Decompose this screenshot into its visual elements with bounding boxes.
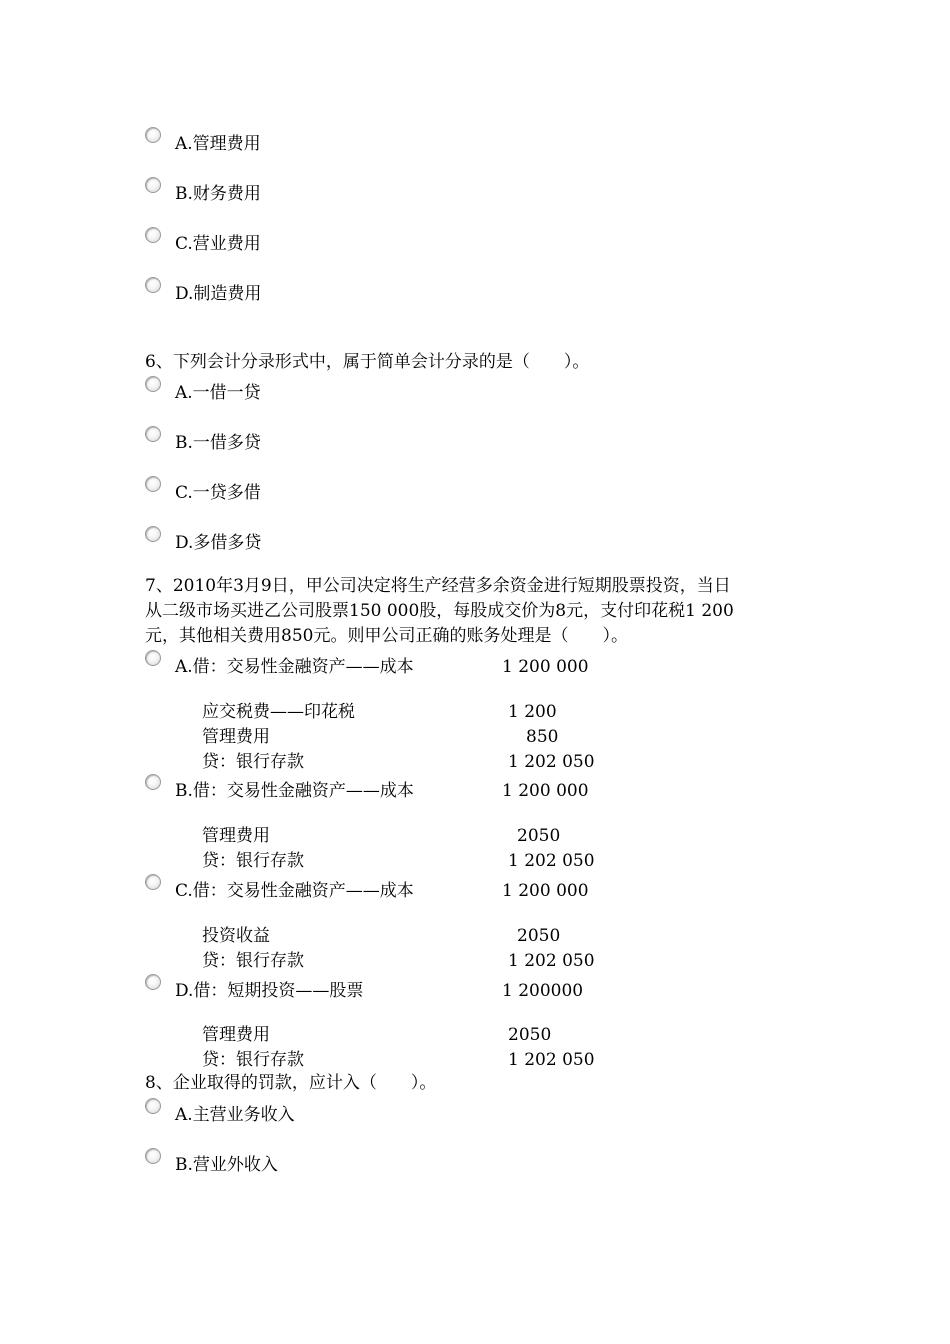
entry-amount: 850 xyxy=(526,727,559,747)
radio-button[interactable] xyxy=(145,1098,161,1114)
entry-amount: 1 202 050 xyxy=(508,851,595,871)
entry-account: 管理费用 xyxy=(202,1025,270,1045)
entry-account: 管理费用 xyxy=(202,727,270,747)
radio-button[interactable] xyxy=(145,426,161,442)
option-label: C.一贷多借 xyxy=(175,483,261,503)
option-label: A.一借一贷 xyxy=(175,383,261,403)
radio-button[interactable] xyxy=(145,376,161,392)
entry-account: 管理费用 xyxy=(202,826,270,846)
entry-account: 贷：银行存款 xyxy=(202,951,304,971)
entry-amount: 2050 xyxy=(517,926,561,946)
radio-button[interactable] xyxy=(145,476,161,492)
option-label: D.制造费用 xyxy=(175,284,262,304)
radio-button[interactable] xyxy=(145,526,161,542)
entry-amount: 2050 xyxy=(508,1025,552,1045)
option-label: D.多借多贷 xyxy=(175,533,262,553)
q7-stem-line-2: 从二级市场买进乙公司股票150 000股，每股成交价为8元，支付印花税1 200 xyxy=(145,601,734,621)
entry-amount: 1 200 xyxy=(508,702,557,722)
option-label: A.管理费用 xyxy=(175,134,261,154)
radio-button[interactable] xyxy=(145,177,161,193)
radio-button[interactable] xyxy=(145,874,161,890)
option-label: A.借：交易性金融资产——成本 xyxy=(175,657,414,677)
entry-account: 贷：银行存款 xyxy=(202,851,304,871)
entry-account: 贷：银行存款 xyxy=(202,752,304,772)
option-label: B.一借多贷 xyxy=(175,433,261,453)
option-label: C.借：交易性金融资产——成本 xyxy=(175,881,414,901)
option-label: B.营业外收入 xyxy=(175,1155,278,1175)
entry-amount: 1 202 050 xyxy=(508,1050,595,1070)
radio-button[interactable] xyxy=(145,774,161,790)
entry-amount: 1 202 050 xyxy=(508,752,595,772)
option-label: B.借：交易性金融资产——成本 xyxy=(175,781,414,801)
option-label: C.营业费用 xyxy=(175,234,261,254)
entry-account: 贷：银行存款 xyxy=(202,1050,304,1070)
entry-amount: 1 200 000 xyxy=(502,881,589,901)
q8-stem: 8、企业取得的罚款，应计入（ ）。 xyxy=(145,1073,437,1093)
option-label: B.财务费用 xyxy=(175,184,261,204)
entry-amount: 1 202 050 xyxy=(508,951,595,971)
q7-stem-line-1: 7、2010年3月9日，甲公司决定将生产经营多余资金进行短期股票投资，当日 xyxy=(145,576,731,596)
entry-amount: 2050 xyxy=(517,826,561,846)
entry-account: 应交税费——印花税 xyxy=(202,702,355,722)
q7-stem-line-3: 元，其他相关费用850元。则甲公司正确的账务处理是（ ）。 xyxy=(145,626,628,646)
option-label: D.借：短期投资——股票 xyxy=(175,981,364,1001)
q6-stem: 6、下列会计分录形式中，属于简单会计分录的是（ ）。 xyxy=(145,352,590,372)
entry-amount: 1 200 000 xyxy=(502,657,589,677)
radio-button[interactable] xyxy=(145,1148,161,1164)
option-label: A.主营业务收入 xyxy=(175,1105,295,1125)
radio-button[interactable] xyxy=(145,650,161,666)
radio-button[interactable] xyxy=(145,127,161,143)
radio-button[interactable] xyxy=(145,277,161,293)
entry-account: 投资收益 xyxy=(202,926,270,946)
radio-button[interactable] xyxy=(145,227,161,243)
entry-amount: 1 200 000 xyxy=(502,781,589,801)
entry-amount: 1 200000 xyxy=(502,981,584,1001)
radio-button[interactable] xyxy=(145,974,161,990)
